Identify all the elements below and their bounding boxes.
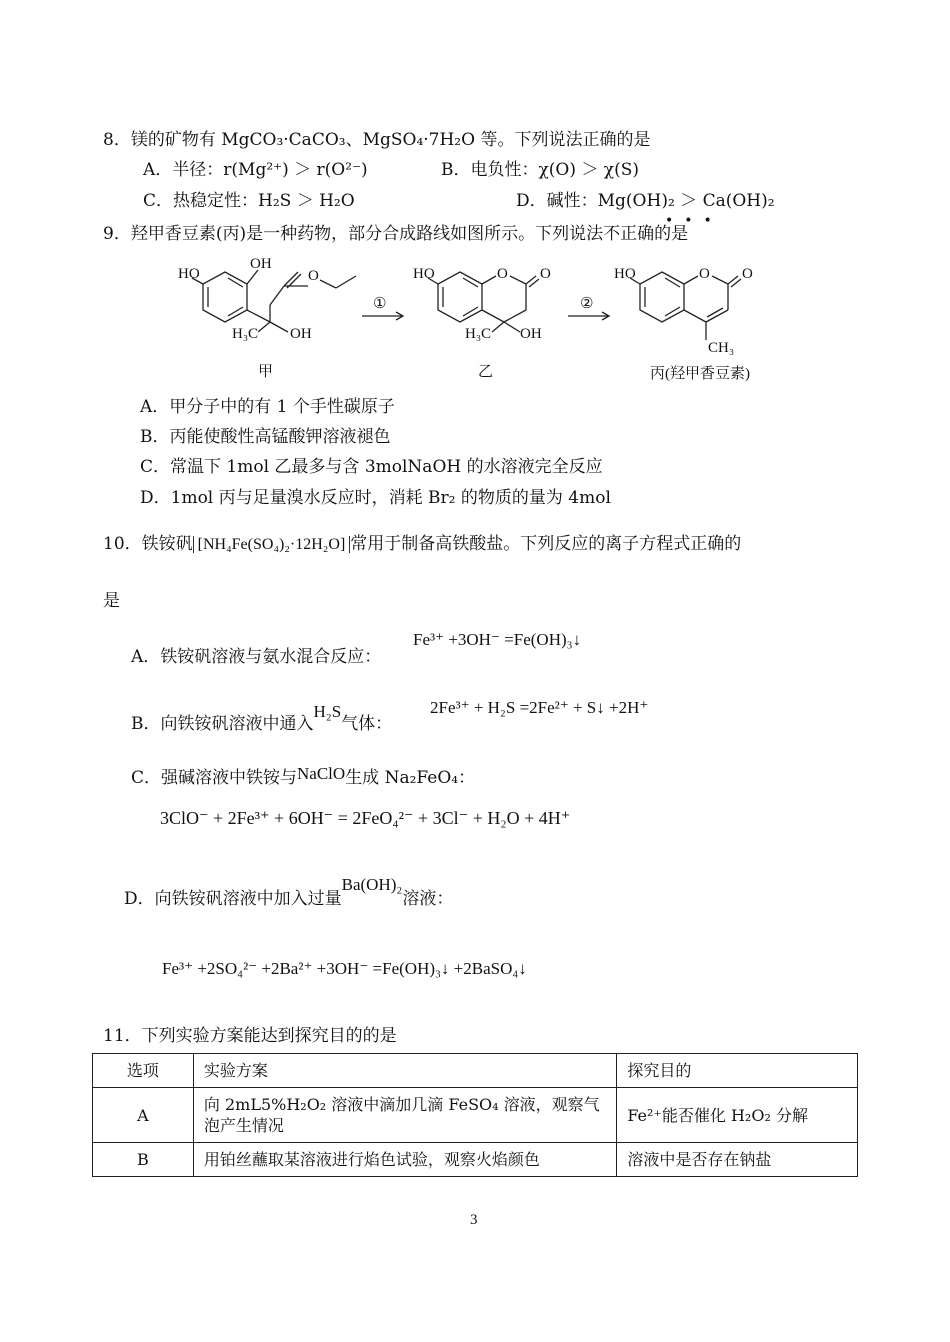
bing-ho-label: HO <box>614 266 636 282</box>
step1-label: ① <box>373 294 387 312</box>
q10-option-b-gas: H₂S <box>313 702 342 721</box>
jia-ho-label: HO <box>178 266 200 282</box>
q10-option-c-reagent: NaClO <box>297 764 346 783</box>
yi-ring-o-label: O <box>497 266 508 282</box>
bing-label: 丙(羟甲香豆素) <box>650 366 750 382</box>
q10-option-d <box>124 875 454 910</box>
bing-ch3-label: CH₃ <box>708 340 735 356</box>
q10-stem-part2: 常用于制备高铁酸盐。下列反应的离子方程式正确的 <box>350 534 742 554</box>
table-row <box>93 1143 858 1177</box>
jia-o-label: O <box>308 268 319 284</box>
q9-option-a: A．甲分子中的有 1 个手性碳原子 <box>140 397 395 417</box>
yi-h3c-label: H₃C <box>465 326 492 342</box>
yi-label: 乙 <box>478 364 494 380</box>
row-a-option: A <box>93 1088 194 1143</box>
row-b-purpose: 溶液中是否存在钠盐 <box>617 1143 858 1177</box>
q10-option-c-part2: 生成 Na₂FeO₄： <box>345 768 476 788</box>
q10-option-c-equation: 3ClO⁻ + 2Fe³⁺ + 6OH⁻ = 2FeO₄²⁻ + 3Cl⁻ + H₂O + 4H⁺ <box>160 808 571 828</box>
table-row <box>93 1088 858 1143</box>
jia-h3c-label: H₃C <box>232 326 259 342</box>
q10-stem-part1: 10．铁铵矾 <box>103 534 193 554</box>
row-b-option: B <box>93 1143 194 1177</box>
q9-stem-emphasis: 不正确 <box>603 224 655 244</box>
header-option: 选项 <box>93 1054 194 1088</box>
jia-oh-top-label: OH <box>250 256 272 272</box>
q10-option-c-part1: C．强碱溶液中铁铵与 <box>131 768 298 788</box>
q10-option-b-part2: 气体： <box>341 714 393 734</box>
jia-oh-label: OH <box>290 326 312 342</box>
q9-option-d: D．1mol 丙与足量溴水反应时，消耗 Br₂ 的物质的量为 4mol <box>140 488 611 508</box>
jia-ring <box>203 272 247 322</box>
q10-option-b-part1: B．向铁铵矾溶液中通入 <box>131 714 314 734</box>
experiment-table <box>92 1053 858 1177</box>
yi-ring <box>438 272 482 322</box>
q10-stem <box>103 533 741 556</box>
q8-stem: 8．镁的矿物有 MgCO₃·CaCO₃、MgSO₄·7H₂O 等。下列说法正确的是 <box>103 130 651 150</box>
q10-option-d-equation: Fe³⁺ +2SO₄²⁻ +2Ba²⁺ +3OH⁻ =Fe(OH)₃↓ +2BaSO₄↓ <box>162 959 527 978</box>
q9-option-b: B．丙能使酸性高锰酸钾溶液褪色 <box>140 427 391 447</box>
q10-option-b-equation: 2Fe³⁺ + H₂S =2Fe²⁺ + S↓ +2H⁺ <box>430 698 649 717</box>
q9-stem-part2: 的是 <box>654 224 689 244</box>
q10-option-d-part2: 溶液： <box>402 889 454 909</box>
q10-option-d-reagent: Ba(OH)₂ <box>341 875 403 894</box>
q10-option-b <box>131 702 393 735</box>
header-purpose: 探究目的 <box>617 1054 858 1088</box>
q8-option-c: C．热稳定性：H₂S ＞ H₂O <box>143 191 355 211</box>
row-a-plan: 向 2mL5%H₂O₂ 溶液中滴加几滴 FeSO₄ 溶液，观察气泡产生情况 <box>193 1088 616 1143</box>
q10-stem-cont: 是 <box>103 591 120 611</box>
q8-option-d: D．碱性：Mg(OH)₂ ＞ Ca(OH)₂ <box>516 191 775 211</box>
q9-option-c: C．常温下 1mol 乙最多与含 3molNaOH 的水溶液完全反应 <box>140 457 603 477</box>
row-b-plan: 用铂丝蘸取某溶液进行焰色试验，观察火焰颜色 <box>193 1143 616 1177</box>
page-number: 3 <box>470 1212 478 1228</box>
bing-ring-o-label: O <box>699 266 710 282</box>
yi-ho-label: HO <box>413 266 435 282</box>
q8-option-b: B．电负性：χ(O) ＞ χ(S) <box>441 160 640 180</box>
jia-label: 甲 <box>258 364 274 380</box>
q10-option-a-text: A．铁铵矾溶液与氨水混合反应： <box>131 647 382 667</box>
emphasis-dots: ••• <box>665 213 723 229</box>
table-header-row <box>93 1054 858 1088</box>
row-a-purpose: Fe²⁺能否催化 H₂O₂ 分解 <box>617 1088 858 1143</box>
header-plan: 实验方案 <box>193 1054 616 1088</box>
yi-oh-label: OH <box>520 326 542 342</box>
q10-option-d-part1: D．向铁铵矾溶液中加入过量 <box>124 889 342 909</box>
q10-formula: [NH₄Fe(SO₄)₂·12H₂O] <box>193 536 351 553</box>
bing-carbonyl-o-label: O <box>742 266 753 282</box>
q9-stem <box>103 223 688 245</box>
q10-option-c <box>131 764 476 789</box>
step2-label: ② <box>580 294 594 312</box>
q9-stem-part1: 9．羟甲香豆素(丙)是一种药物，部分合成路线如图所示。下列说法 <box>103 224 604 244</box>
q10-option-a-equation: Fe³⁺ +3OH⁻ =Fe(OH)₃↓ <box>413 630 582 649</box>
q11-stem: 11．下列实验方案能达到探究目的的是 <box>103 1026 397 1046</box>
bing-ring <box>640 272 684 322</box>
q8-option-a: A．半径：r(Mg²⁺) ＞ r(O²⁻) <box>143 160 368 180</box>
yi-carbonyl-o-label: O <box>540 266 551 282</box>
